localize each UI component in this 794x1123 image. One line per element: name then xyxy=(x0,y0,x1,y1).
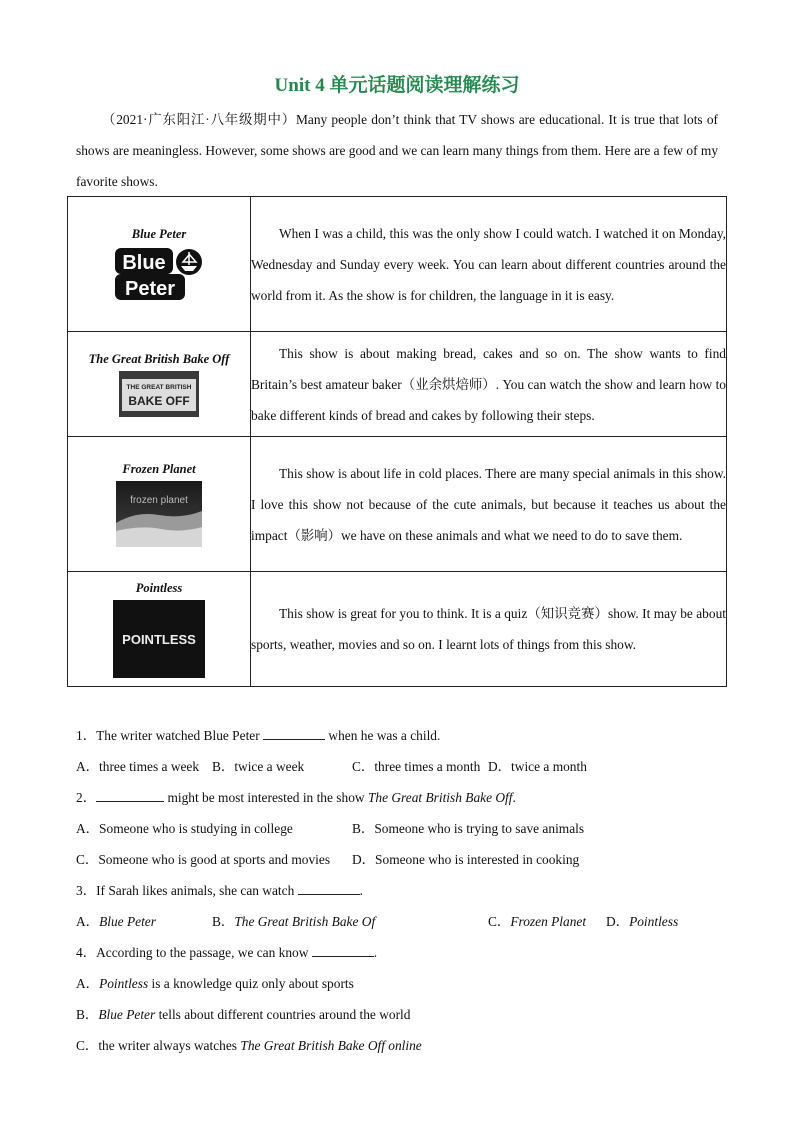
answer-blank xyxy=(263,725,325,740)
show-name: Frozen Planet xyxy=(122,461,196,476)
option-text: is a knowledge quiz only about sports xyxy=(148,976,354,991)
show-description-cell xyxy=(251,332,727,437)
show-logo-cell xyxy=(68,332,251,437)
option-text: Frozen Planet xyxy=(510,914,587,929)
option-a xyxy=(76,906,156,937)
option-c xyxy=(76,1030,736,1061)
options-row xyxy=(76,751,736,782)
option-label: A． xyxy=(76,914,100,929)
frozen-planet-logo xyxy=(116,481,202,547)
option-b: B．twice a week xyxy=(212,759,305,774)
show-title: The Great British Bake Off xyxy=(367,790,513,805)
answer-blank xyxy=(298,880,360,895)
option-label: C． xyxy=(76,1038,99,1053)
question-text: According to the passage, we can know xyxy=(96,945,309,960)
punctuation: . xyxy=(373,945,378,960)
option-text: the writer always watches xyxy=(98,1038,241,1053)
logo-line-2: BAKE OFF xyxy=(128,393,190,408)
table-row xyxy=(68,332,727,437)
option-label: A． xyxy=(76,976,100,991)
options-row xyxy=(76,844,736,875)
question-number: 1． xyxy=(76,728,97,743)
option-show-title: Pointless xyxy=(99,976,149,991)
option-d xyxy=(606,906,678,937)
show-description: This show is about life in cold places. There are many special animals in this show. I love this show not because of the cute animals, but because it teaches us about the impact（影响）we have on these animals and what we need to do to save them. xyxy=(251,465,726,543)
question-text: might be most interested in the show xyxy=(167,790,365,805)
option-label: C． xyxy=(488,914,511,929)
shows-table xyxy=(67,196,727,687)
intro-paragraph: （2021·广东阳江·八年级期中）Many people don’t think that TV shows are educational. It is true that lots of shows are meaningless. However, some shows are good and we can learn many things from them. Here are a few of my favorite shows. xyxy=(76,112,719,189)
blue-peter-logo xyxy=(113,246,205,302)
option-c xyxy=(488,906,586,937)
show-logo-cell xyxy=(68,572,251,687)
show-description-cell xyxy=(251,437,727,572)
question-3 xyxy=(76,875,736,906)
show-description-cell xyxy=(251,197,727,332)
option-text: Pointless xyxy=(629,914,679,929)
show-description: When I was a child, this was the only show I could watch. I watched it on Monday, Wednesday and Sunday every week. You can learn about different countries around the world from it. As the show is for children, the language in it is easy. xyxy=(251,225,726,303)
question-number: 4． xyxy=(76,945,97,960)
question-text: The writer watched Blue Peter xyxy=(96,728,260,743)
ship-icon xyxy=(176,249,202,275)
show-name: Pointless xyxy=(135,580,183,595)
bake-off-logo xyxy=(119,371,199,417)
show-description-cell xyxy=(251,572,727,687)
option-b xyxy=(212,906,375,937)
table-row xyxy=(68,437,727,572)
pointless-logo xyxy=(113,600,205,678)
question-text: when he was a child. xyxy=(328,728,441,743)
option-b xyxy=(76,999,736,1030)
question-text: If Sarah likes animals, she can watch xyxy=(96,883,295,898)
page-title: Unit 4 单元话题阅读理解练习 xyxy=(274,75,520,96)
punctuation: . xyxy=(512,790,516,805)
answer-blank xyxy=(312,942,374,957)
option-label: B． xyxy=(212,914,235,929)
answer-blank xyxy=(96,787,164,802)
option-b: B．Someone who is trying to save animals xyxy=(352,821,585,836)
question-number: 2． xyxy=(76,790,97,805)
show-description: This show is about making bread, cakes and so on. The show wants to find Britain’s best amateur baker（业余烘焙师）. You can watch the show and learn how to bake different kinds of bread and cakes by following their steps. xyxy=(251,345,726,423)
option-text: The Great British Bake Of xyxy=(234,914,376,929)
question-number: 3． xyxy=(76,883,97,898)
punctuation: . xyxy=(359,883,363,898)
options-row xyxy=(76,813,736,844)
logo-line-1: frozen planet xyxy=(130,494,188,506)
option-c: C．three times a month xyxy=(352,759,481,774)
option-c: C．Someone who is good at sports and movies xyxy=(76,852,331,867)
option-a xyxy=(76,968,736,999)
show-name: Blue Peter xyxy=(131,226,187,241)
option-d: D．Someone who is interested in cooking xyxy=(352,852,580,867)
questions-section xyxy=(76,720,736,1061)
logo-line-1: THE GREAT BRITISH xyxy=(126,383,192,391)
show-name: The Great British Bake Off xyxy=(88,351,230,366)
option-a: A．Someone who is studying in college xyxy=(76,821,293,836)
option-show-title: The Great British Bake Off online xyxy=(240,1038,422,1053)
table-row xyxy=(68,572,727,687)
option-a: A．three times a week xyxy=(76,759,200,774)
question-4 xyxy=(76,937,736,968)
question-2 xyxy=(76,782,736,813)
show-logo-cell xyxy=(68,437,251,572)
logo-line-1: POINTLESS xyxy=(122,631,196,647)
option-text: tells about different countries around the world xyxy=(155,1007,411,1022)
question-1 xyxy=(76,720,736,751)
show-description: This show is great for you to think. It is a quiz（知识竞赛）show. It may be about sports, weather, movies and so on. I learnt lots of things from this show. xyxy=(251,606,726,652)
option-text: Blue Peter xyxy=(99,914,156,929)
table-row xyxy=(68,197,727,332)
show-logo-cell xyxy=(68,197,251,332)
option-d: D．twice a month xyxy=(488,759,587,774)
logo-line-1: Blue xyxy=(122,251,166,274)
option-show-title: Blue Peter xyxy=(98,1007,156,1022)
option-label: D． xyxy=(606,914,630,929)
logo-line-2: Peter xyxy=(124,277,176,300)
options-row xyxy=(76,906,736,937)
option-label: B． xyxy=(76,1007,99,1022)
